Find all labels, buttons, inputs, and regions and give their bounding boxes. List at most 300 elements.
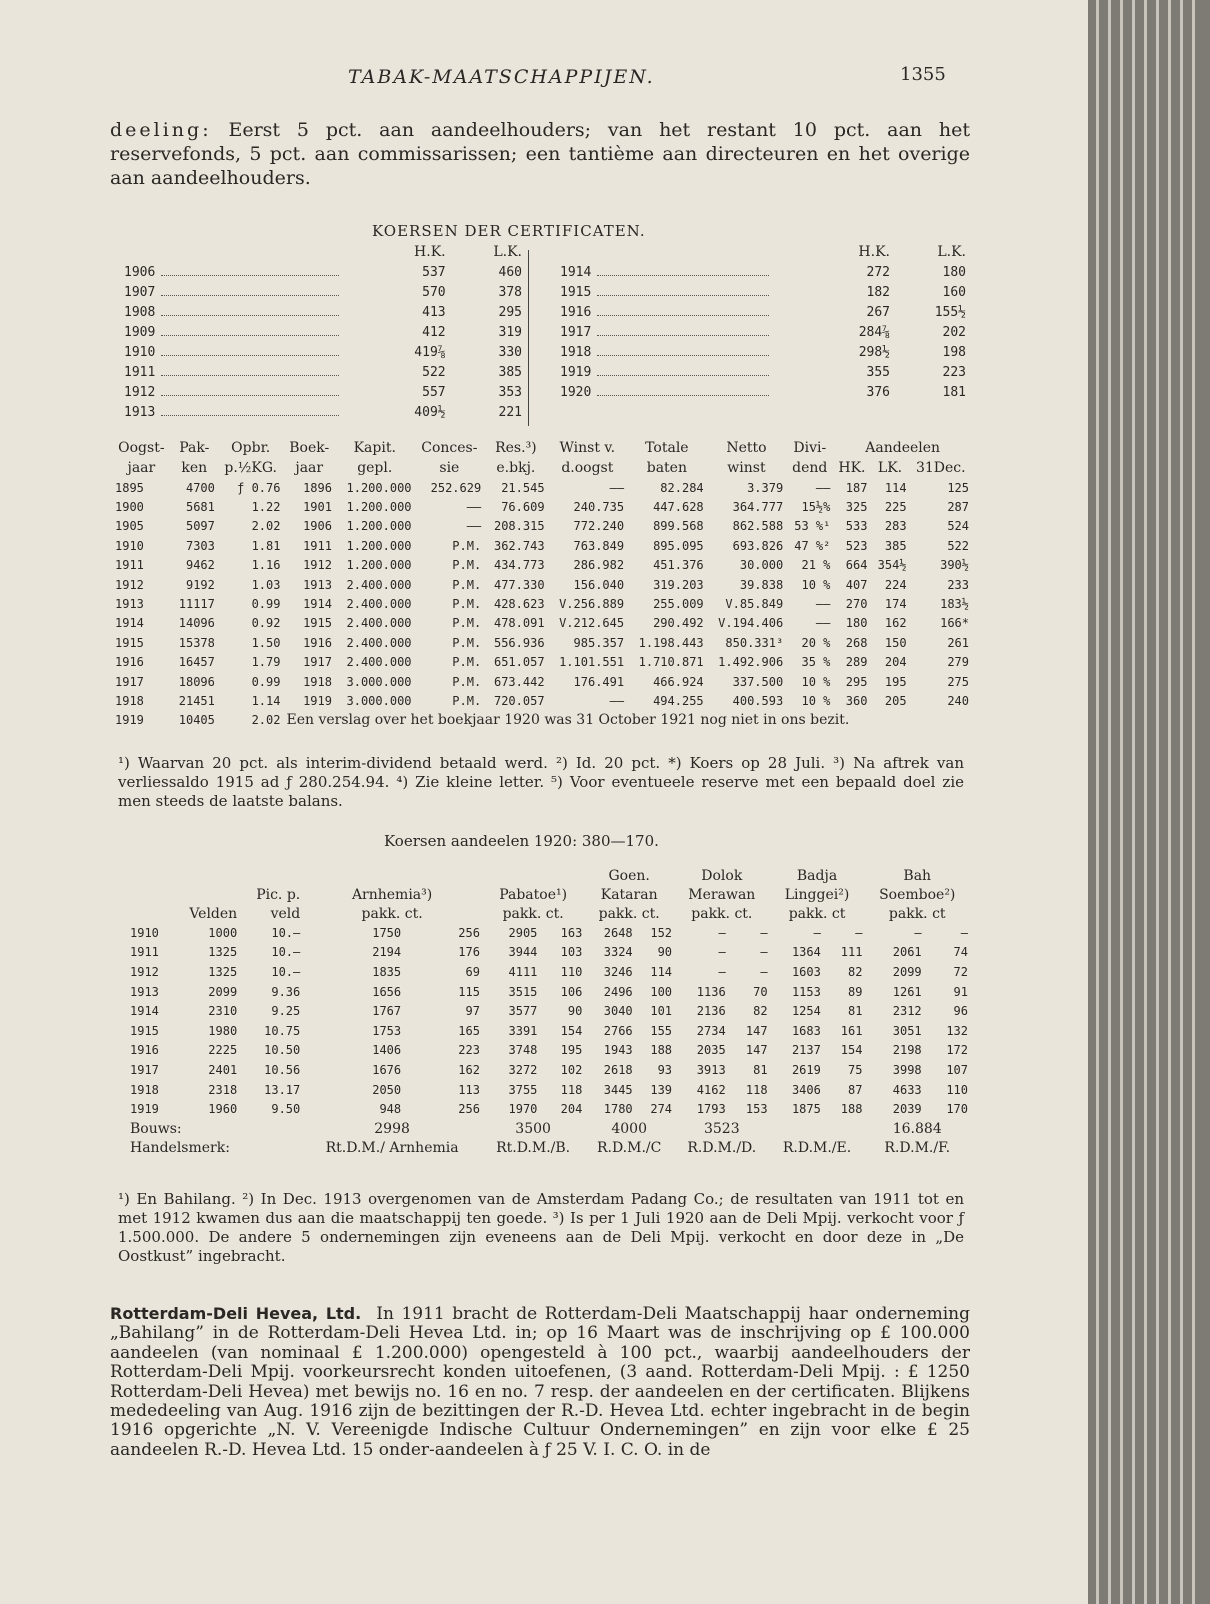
- gardens-cell: 195: [560, 1043, 583, 1058]
- gardens-cell: 1980: [208, 1023, 238, 1038]
- gardens-header-row: [128, 904, 970, 923]
- certificate-hk: 557: [422, 384, 446, 400]
- leader-dots: [597, 295, 769, 296]
- results-cell: 1910: [115, 538, 144, 553]
- leader-dots: [597, 335, 769, 336]
- gardens-cell: 204: [560, 1102, 583, 1117]
- gardens-cell: —: [960, 925, 968, 940]
- gardens-cell: 118: [560, 1082, 583, 1097]
- results-cell: 428.623: [493, 597, 545, 612]
- results-header-cell: e.bkj.: [496, 460, 536, 476]
- results-cell: 15378: [178, 635, 215, 650]
- results-cell: 524: [947, 519, 969, 534]
- results-cell: 1.198.443: [638, 635, 704, 650]
- results-cell: 10 %: [801, 577, 831, 592]
- results-cell: 1.200.000: [346, 538, 412, 553]
- results-header-cell: Pak-: [179, 440, 210, 456]
- results-cell: 1916: [115, 655, 144, 670]
- gardens-cell: 1261: [892, 984, 922, 999]
- gardens-cell: 75: [848, 1062, 863, 1077]
- certificate-lk: 460: [498, 264, 522, 280]
- gardens-header-cell: veld: [270, 905, 301, 922]
- gardens-row: [128, 1099, 970, 1119]
- gardens-cell: 153: [745, 1102, 768, 1117]
- certificate-hk: 413: [422, 304, 446, 320]
- results-cell: ——: [815, 597, 831, 612]
- results-cell: 166*: [940, 616, 969, 631]
- results-header-cell: ken: [181, 460, 208, 476]
- gardens-cell: 1254: [791, 1004, 821, 1019]
- gardens-cell: 3998: [892, 1062, 922, 1077]
- leader-dots: [161, 315, 339, 316]
- results-cell: 10 %: [801, 674, 831, 689]
- gardens-cell: 87: [848, 1082, 863, 1097]
- gardens-cell: 172: [946, 1043, 968, 1058]
- results-cell: 673.442: [493, 674, 545, 689]
- results-cell: 1912: [115, 577, 144, 592]
- results-cell: 1919: [115, 713, 144, 728]
- gardens-cell: —: [760, 964, 768, 979]
- certificate-row: [124, 302, 528, 322]
- certificate-year: [560, 382, 820, 402]
- gardens-cell: 2401: [208, 1062, 238, 1077]
- gardens-header-cell: [171, 866, 239, 885]
- gardens-cell: 2496: [603, 984, 633, 999]
- results-cell: 1916: [303, 635, 332, 650]
- results-cell: 125: [947, 480, 969, 495]
- results-cell: 1911: [115, 558, 144, 573]
- gardens-cell: 1676: [372, 1062, 402, 1077]
- results-cell: 720.057: [493, 693, 545, 708]
- gardens-cell: 9.50: [271, 1102, 301, 1117]
- results-cell: 850.331³: [725, 635, 784, 650]
- gardens-cell: —: [718, 964, 726, 979]
- results-cell: 240: [947, 693, 969, 708]
- handelsmerk-cell: R.D.M./E.: [782, 1140, 852, 1157]
- certificate-year-value: 1915: [560, 284, 592, 300]
- col-hk: H.K.: [414, 244, 446, 260]
- results-header-cell: Totale: [645, 440, 689, 456]
- gardens-cell: 154: [840, 1043, 863, 1058]
- results-cell: 1906: [303, 519, 332, 534]
- results-cell: ——: [466, 519, 482, 534]
- gardens-cell: 1914: [130, 1004, 159, 1019]
- results-header-cell: Netto: [726, 440, 767, 456]
- gardens-header-cell: Kataran: [600, 886, 658, 903]
- gardens-cell: 110: [560, 964, 583, 979]
- results-cell: 1.03: [251, 577, 281, 592]
- results-header-cell: Divi-: [793, 440, 827, 456]
- col-hk-right: H.K.: [858, 244, 890, 260]
- certificate-row: [124, 262, 528, 282]
- certificate-year: [124, 262, 375, 282]
- results-cell: 15½%: [801, 500, 831, 515]
- gardens-cell: 1917: [130, 1062, 159, 1077]
- gardens-cell: 3577: [508, 1004, 538, 1019]
- results-cell: P.M.: [452, 597, 482, 612]
- gardens-cell: 147: [745, 1023, 768, 1038]
- results-cell: 1919: [303, 693, 332, 708]
- certificate-year: [560, 342, 820, 362]
- gardens-cell: 152: [650, 925, 673, 940]
- gardens-cell: 72: [953, 964, 968, 979]
- results-cell: ——: [609, 693, 625, 708]
- results-header-cell: LK.: [877, 460, 903, 476]
- gardens-cell: 1793: [696, 1102, 726, 1117]
- gardens-cell: 9.25: [271, 1004, 301, 1019]
- results-cell: 1.22: [251, 500, 281, 515]
- gardens-cell: 90: [567, 1004, 583, 1019]
- gardens-header-cell: Velden: [189, 905, 238, 922]
- results-header-cell: p.½KG.: [224, 460, 277, 476]
- certificate-row: [560, 282, 972, 302]
- gardens-cell: 1915: [130, 1023, 159, 1038]
- leader-dots: [161, 375, 339, 376]
- certificate-hk: 272: [866, 264, 890, 280]
- gardens-cell: 96: [953, 1004, 968, 1019]
- results-header-cell: Res.³): [495, 440, 537, 456]
- certificate-lk: 353: [498, 384, 522, 400]
- results-cell: 187: [845, 480, 868, 495]
- certificate-lk: 385: [498, 364, 522, 380]
- leader-dots: [161, 415, 339, 416]
- results-header-cell: Aandeelen: [865, 440, 941, 456]
- gardens-cell: 90: [657, 945, 673, 960]
- results-cell: 35 %: [801, 655, 831, 670]
- results-row-last: [112, 711, 972, 730]
- results-header-cell: HK.: [838, 460, 866, 476]
- intro-paragraph: [110, 118, 970, 190]
- results-cell: 1915: [303, 616, 332, 631]
- results-cell: 325: [845, 500, 868, 515]
- handelsmerk-cell: R.D.M./F.: [884, 1140, 951, 1157]
- results-cell: 180: [845, 616, 868, 631]
- certificate-year: [124, 302, 375, 322]
- results-cell: P.M.: [452, 674, 482, 689]
- bouws-cell: 16.884: [892, 1120, 942, 1137]
- results-cell: 2.400.000: [346, 597, 412, 612]
- gardens-cell: 97: [465, 1004, 480, 1019]
- results-cell: 1.200.000: [346, 519, 412, 534]
- gardens-cell: 1750: [372, 925, 402, 940]
- certificate-lk: 198: [942, 344, 966, 360]
- leader-dots: [597, 355, 769, 356]
- results-cell: 162: [884, 616, 907, 631]
- certificate-lk: 180: [942, 264, 966, 280]
- gardens-cell: 1656: [372, 984, 402, 999]
- certificate-row: [124, 382, 528, 402]
- certificate-row: [124, 362, 528, 382]
- gardens-header-cell: Merawan: [688, 886, 756, 903]
- results-cell: ——: [466, 500, 482, 515]
- gardens-cell: 4162: [696, 1082, 726, 1097]
- results-cell: 10 %: [801, 693, 831, 708]
- results-cell: 364.777: [732, 500, 784, 515]
- results-cell: 233: [947, 577, 969, 592]
- results-cell: 53 %¹: [794, 519, 831, 534]
- gardens-cell: 1918: [130, 1082, 159, 1097]
- results-cell: 283: [884, 519, 907, 534]
- gardens-cell: 2035: [696, 1043, 726, 1058]
- intro-label: deeling:: [110, 119, 212, 141]
- certificate-hk: 522: [422, 364, 446, 380]
- results-header-bottom: [112, 458, 972, 478]
- certificate-row: [124, 402, 528, 422]
- gardens-row: [128, 1060, 970, 1080]
- certificate-year-value: 1909: [124, 324, 156, 340]
- results-cell: 82.284: [660, 480, 704, 495]
- gardens-cell: 163: [560, 925, 583, 940]
- results-cell: V.85.849: [725, 597, 784, 612]
- results-cell: 434.773: [493, 558, 545, 573]
- results-cell: 7303: [185, 538, 215, 553]
- results-row: [112, 653, 972, 672]
- certificate-lk: 181: [942, 384, 966, 400]
- results-cell: 1.16: [251, 558, 281, 573]
- koersen-aandeelen: Koersen aandeelen 1920: 380—170.: [384, 832, 659, 850]
- certificate-row: [560, 262, 972, 282]
- bouws-label: Bouws:: [130, 1120, 182, 1137]
- results-header-cell: Kapit.: [353, 440, 396, 456]
- results-row: [112, 594, 972, 613]
- results-row: [112, 497, 972, 516]
- gardens-cell: 3246: [603, 964, 633, 979]
- gardens-cell: 3515: [508, 984, 538, 999]
- gardens-cell: 3040: [603, 1004, 633, 1019]
- results-cell: 10405: [178, 713, 215, 728]
- certificate-lk: 160: [942, 284, 966, 300]
- gardens-header-cell: Dolok: [701, 867, 743, 884]
- results-cell: 21.545: [501, 480, 545, 495]
- gardens-cell: 154: [560, 1023, 583, 1038]
- gardens-cell: 2905: [508, 925, 538, 940]
- results-table: [112, 438, 972, 730]
- results-cell: 466.924: [653, 674, 704, 689]
- results-cell: 2.400.000: [346, 577, 412, 592]
- results-cell: 1.14: [251, 693, 281, 708]
- results-cell: 1.50: [251, 635, 281, 650]
- gardens-cell: 2198: [892, 1043, 922, 1058]
- certificate-year-value: 1911: [124, 364, 156, 380]
- certificate-row: [124, 282, 528, 302]
- gardens-header-cell: [128, 885, 171, 904]
- gardens-header-cell: [239, 866, 302, 885]
- results-cell: 255.009: [653, 597, 704, 612]
- results-row: [112, 517, 972, 536]
- results-cell: 985.357: [573, 635, 625, 650]
- gardens-cell: 118: [745, 1082, 768, 1097]
- results-row: [112, 672, 972, 691]
- gardens-cell: —: [855, 925, 863, 940]
- gardens-header-cell: [128, 904, 171, 923]
- results-header-cell: Oogst-: [118, 440, 165, 456]
- certificate-year: [560, 282, 820, 302]
- certificate-hk: 412: [422, 324, 446, 340]
- results-cell: 279: [947, 655, 969, 670]
- results-cell: 354½: [877, 558, 907, 573]
- results-header-cell: Conces-: [421, 440, 478, 456]
- results-cell: 1917: [303, 655, 332, 670]
- gardens-cell: 103: [560, 945, 583, 960]
- results-cell: 4700: [185, 480, 215, 495]
- results-last-note: Een verslag over het boekjaar 1920 was 31 October 1921 nog niet in ons bezit.: [286, 712, 850, 729]
- certificate-year: [560, 322, 820, 342]
- certificate-year-value: 1918: [560, 344, 592, 360]
- results-cell: 47 %²: [794, 538, 831, 553]
- results-cell: 862.588: [732, 519, 784, 534]
- certificate-lk: 295: [498, 304, 522, 320]
- results-cell: 11117: [178, 597, 215, 612]
- results-cell: 1913: [115, 597, 144, 612]
- certificate-lk: 330: [498, 344, 522, 360]
- leader-dots: [597, 375, 769, 376]
- gardens-header-cell: [171, 885, 239, 904]
- results-cell: 270: [845, 597, 868, 612]
- results-row: [112, 614, 972, 633]
- results-cell: 275: [947, 674, 969, 689]
- gardens-cell: 256: [458, 1102, 480, 1117]
- certificate-hk: 182: [866, 284, 890, 300]
- results-cell: 1.79: [251, 655, 281, 670]
- gardens-cell: 115: [458, 984, 480, 999]
- gardens-cell: 91: [953, 984, 968, 999]
- gardens-cell: 162: [458, 1062, 480, 1077]
- gardens-cell: 3755: [508, 1082, 538, 1097]
- certificate-lk: 319: [498, 324, 522, 340]
- gardens-cell: 10.—: [271, 945, 301, 960]
- certificates-table-left: [124, 242, 528, 422]
- results-header-cell: Boek-: [289, 440, 330, 456]
- gardens-cell: 155: [650, 1023, 673, 1038]
- results-cell: ——: [609, 480, 625, 495]
- leader-dots: [161, 395, 339, 396]
- bouws-row: [128, 1119, 970, 1139]
- certificate-row: [560, 322, 972, 342]
- results-cell: 522: [947, 538, 969, 553]
- certificate-lk: 378: [498, 284, 522, 300]
- gardens-cell: 1136: [696, 984, 726, 999]
- gardens-table: [128, 866, 970, 1158]
- results-cell: 2.02: [251, 519, 281, 534]
- certificate-lk: 223: [942, 364, 966, 380]
- gardens-cell: 82: [753, 1004, 768, 1019]
- results-cell: 174: [884, 597, 907, 612]
- leader-dots: [161, 335, 339, 336]
- results-cell: 451.376: [653, 558, 704, 573]
- gardens-cell: 161: [840, 1023, 863, 1038]
- results-cell: ——: [815, 616, 831, 631]
- gardens-cell: 948: [379, 1102, 402, 1117]
- results-cell: 5681: [185, 500, 215, 515]
- gardens-cell: 2099: [208, 984, 238, 999]
- leader-dots: [161, 295, 339, 296]
- gardens-cell: 2618: [603, 1062, 633, 1077]
- gardens-cell: 1970: [508, 1102, 538, 1117]
- certificate-year-value: 1910: [124, 344, 156, 360]
- gardens-header-cell: Arnhemia³): [351, 886, 433, 903]
- results-cell: 20 %: [801, 635, 831, 650]
- leader-dots: [597, 275, 769, 276]
- certificate-row: [124, 342, 528, 362]
- results-cell: 0.99: [251, 674, 281, 689]
- certificate-row: [560, 302, 972, 322]
- gardens-cell: 81: [848, 1004, 863, 1019]
- gardens-cell: 3324: [603, 945, 633, 960]
- gardens-cell: 1910: [130, 925, 159, 940]
- results-cell: 319.203: [653, 577, 704, 592]
- handelsmerk-cell: R.D.M./C: [596, 1140, 662, 1157]
- results-cell: 400.593: [732, 693, 784, 708]
- gardens-cell: —: [760, 945, 768, 960]
- gardens-row: [128, 1041, 970, 1061]
- gardens-cell: 1943: [603, 1043, 633, 1058]
- gardens-cell: —: [760, 925, 768, 940]
- results-cell: 523: [845, 538, 868, 553]
- gardens-cell: 1406: [372, 1043, 402, 1058]
- handelsmerk-label: Handelsmerk:: [130, 1140, 230, 1157]
- results-header-cell: gepl.: [357, 460, 393, 476]
- gardens-cell: 100: [650, 984, 673, 999]
- gardens-header-row: [128, 885, 970, 904]
- gardens-cell: 1780: [603, 1102, 633, 1117]
- certificate-year: [124, 362, 375, 382]
- gardens-cell: 13.17: [264, 1082, 301, 1097]
- gardens-cell: 1919: [130, 1102, 159, 1117]
- results-cell: 1918: [303, 674, 332, 689]
- results-cell: 2.02: [251, 713, 281, 728]
- handelsmerk-row: [128, 1139, 970, 1159]
- gardens-cell: 114: [650, 964, 673, 979]
- results-cell: P.M.: [452, 655, 482, 670]
- results-cell: V.212.645: [559, 616, 625, 631]
- gardens-cell: 2194: [372, 945, 402, 960]
- results-cell: 1912: [303, 558, 332, 573]
- gardens-header-cell: Bah: [903, 867, 932, 884]
- bouws-cell: 3500: [515, 1120, 551, 1137]
- gardens-cell: 2312: [892, 1004, 922, 1019]
- gardens-header-cell: [482, 866, 584, 885]
- results-cell: 224: [884, 577, 907, 592]
- results-cell: 478.091: [493, 616, 545, 631]
- footnotes-results-text: ¹) Waarvan 20 pct. als interim-dividend betaald werd. ²) Id. 20 pct. *) Koers op 28 Juli. ³) Na aftrek van verliessaldo 1915 ad ƒ 280.254.94. ⁴) Zie kleine letter. ⁵) Voor eventueele reserve met een bepaald doel zie men steeds de laatste balans.: [118, 754, 964, 810]
- gardens-cell: 132: [946, 1023, 968, 1038]
- gardens-cell: 2648: [603, 925, 633, 940]
- results-cell: P.M.: [452, 538, 482, 553]
- intro-text: Eerst 5 pct. aan aandeelhouders; van het restant 10 pct. aan het reservefonds, 5 pct. aan commissarissen; een tantième aan directeuren en het overige aan aandeelhouders.: [110, 119, 971, 189]
- leader-dots: [597, 395, 769, 396]
- certificate-year-value: 1914: [560, 264, 592, 280]
- certificate-row: [124, 322, 528, 342]
- gardens-cell: 139: [650, 1082, 673, 1097]
- results-cell: 556.936: [493, 635, 545, 650]
- gardens-cell: 2310: [208, 1004, 238, 1019]
- gardens-cell: 176: [458, 945, 480, 960]
- gardens-cell: —: [914, 925, 922, 940]
- certificate-year-value: 1906: [124, 264, 156, 280]
- gardens-cell: 1683: [791, 1023, 821, 1038]
- results-cell: 9462: [185, 558, 215, 573]
- gardens-cell: —: [718, 945, 726, 960]
- gardens-cell: 1603: [791, 964, 821, 979]
- gardens-cell: 4111: [508, 964, 538, 979]
- gardens-cell: 1960: [208, 1102, 238, 1117]
- certificate-row: [560, 382, 972, 402]
- gardens-cell: 2039: [892, 1102, 922, 1117]
- gardens-cell: 188: [650, 1043, 673, 1058]
- certificate-hk: 298½: [858, 344, 890, 360]
- certificate-year: [560, 262, 820, 282]
- results-cell: 30.000: [739, 558, 784, 573]
